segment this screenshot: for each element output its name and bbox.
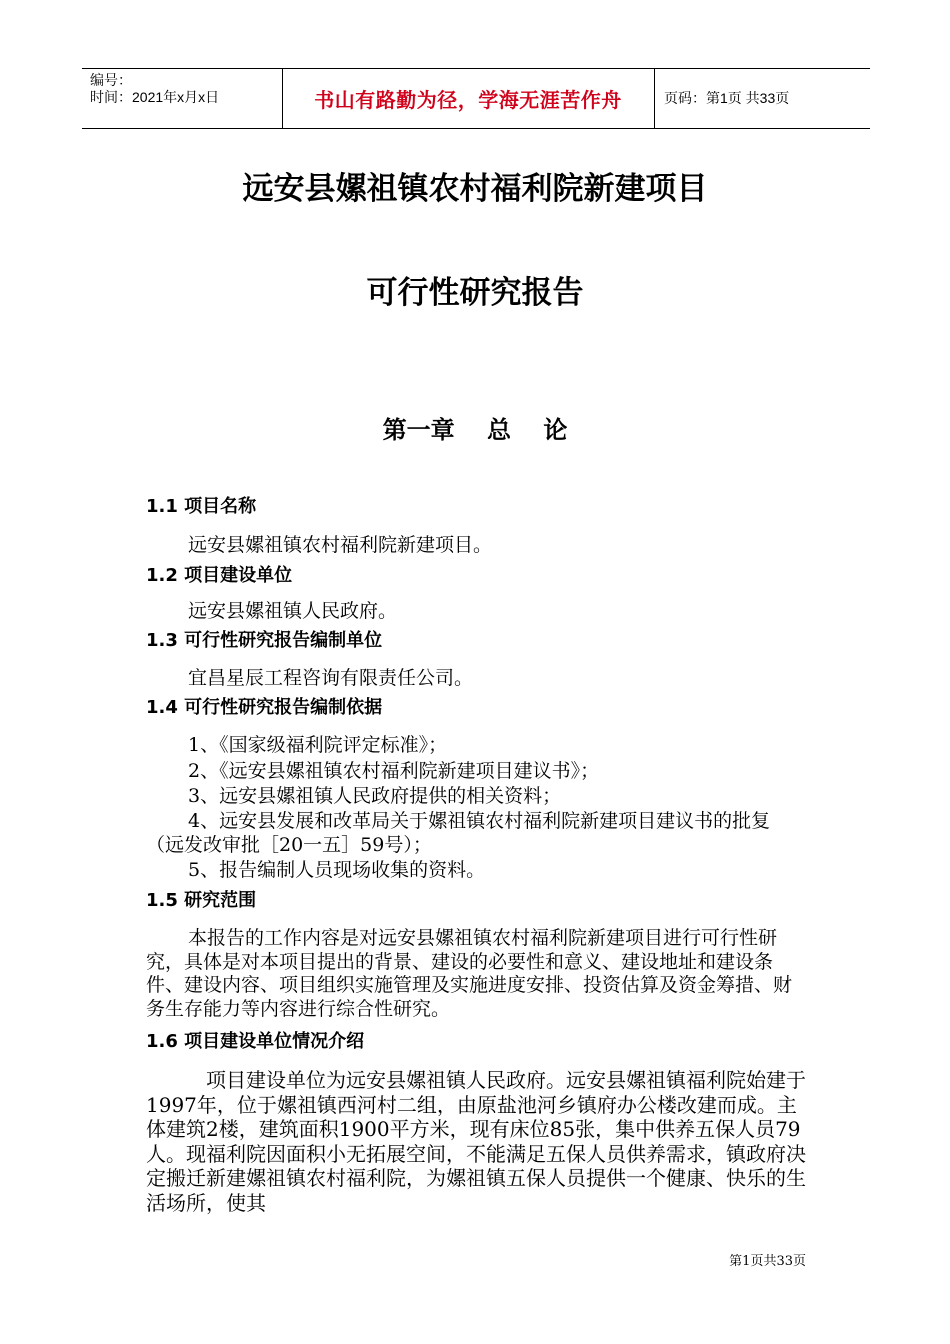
list-item: 5、报告编制人员现场收集的资料。 — [188, 859, 486, 881]
section-body: 远安县嫘祖镇农村福利院新建项目。 — [188, 534, 493, 556]
section-heading: 1.5 研究范围 — [146, 890, 257, 911]
header-divider — [654, 68, 655, 128]
page-footer: 第1页共33页 — [729, 1254, 806, 1269]
chapter-heading — [0, 410, 950, 445]
section-heading: 1.6 项目建设单位情况介绍 — [146, 1031, 365, 1052]
header-meta — [90, 72, 219, 106]
section-body: 宜昌星辰工程咨询有限责任公司。 — [188, 667, 474, 689]
section-heading: 1.2 项目建设单位 — [146, 565, 293, 586]
section-body: 本报告的工作内容是对远安县嫘祖镇农村福利院新建项目进行可行性研究，具体是对本项目提出的背景、建设的必要性和意义、建设地址和建设条件、建设内容、项目组织实施管理及实施进度安排、投资估算及资金筹措、财务生存能力等内容进行综合性研究。 — [146, 927, 793, 1020]
chapter-text: 第一章 总 论 — [382, 416, 568, 444]
list-item: 4、远安县发展和改革局关于嫘祖镇农村福利院新建项目建议书的批复（远发改审批［20一五］59号）； — [146, 810, 771, 856]
page-header — [82, 68, 870, 128]
number-label: 编号： — [90, 72, 132, 88]
time-label: 时间：2021年x月x日 — [90, 89, 220, 105]
list-item: 2、《远安县嫘祖镇农村福利院新建项目建议书》； — [188, 760, 600, 782]
document-title: 远安县嫘祖镇农村福利院新建项目 — [242, 171, 708, 207]
section-heading: 1.1 项目名称 — [146, 496, 257, 517]
section-heading: 1.3 可行性研究报告编制单位 — [146, 630, 383, 651]
section-body: 远安县嫘祖镇人民政府。 — [188, 600, 398, 622]
header-page-info: 页码：第1页 共33页 — [664, 90, 790, 106]
header-motto: 书山有路勤为径，学海无涯苦作舟 — [314, 87, 622, 112]
document-subtitle: 可行性研究报告 — [366, 275, 584, 311]
section-body: 项目建设单位为远安县嫘祖镇人民政府。远安县嫘祖镇福利院始建于1997年，位于嫘祖镇西河村二组，由原盐池河乡镇府办公楼改建而成。主体建筑2楼，建筑面积1900平方米，现有床位85张，集中供养五保人员79人。现福利院因面积小无拓展空间，不能满足五保人员供养需求，镇政府决定搬迁新建嫘祖镇农村福利院，为嫘祖镇五保人员提供一个健康、快乐的生活场所，使其 — [146, 1068, 806, 1215]
section-heading: 1.4 可行性研究报告编制依据 — [146, 697, 383, 718]
list-item: 1、《国家级福利院评定标准》； — [188, 734, 448, 756]
header-bottom-rule — [82, 128, 870, 129]
list-item: 3、远安县嫘祖镇人民政府提供的相关资料； — [188, 785, 562, 807]
